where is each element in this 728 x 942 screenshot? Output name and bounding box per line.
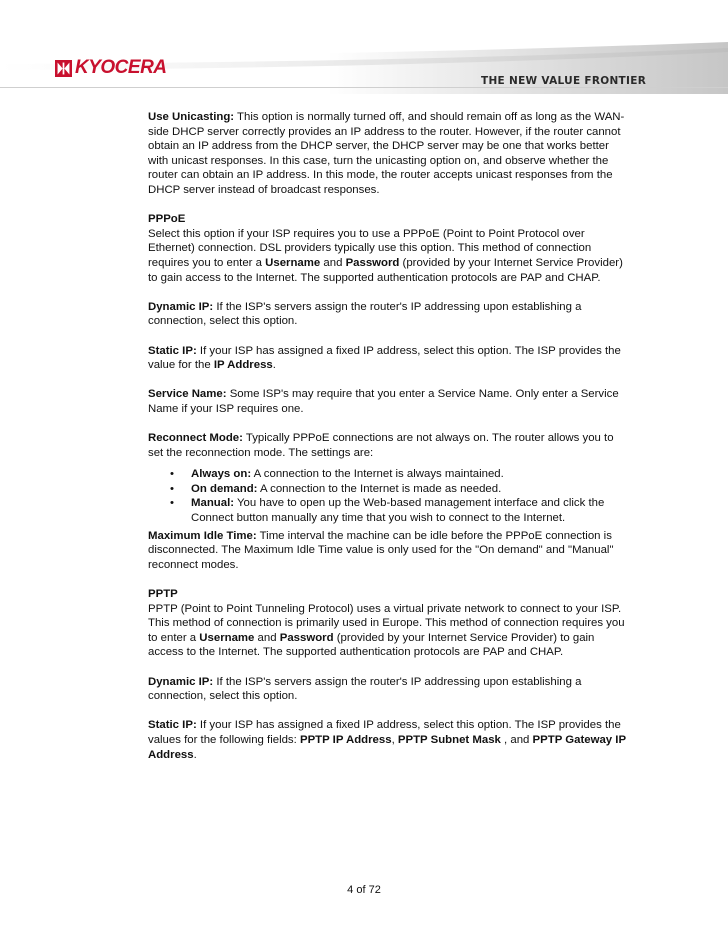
bold-term: PPTP IP Address [299, 733, 392, 746]
bold-term: Username [265, 256, 321, 269]
paragraph-text: (provided by your Internet Service Provider) to gain access to the Internet. The supported authentication protocols are PAP and CHAP. [148, 256, 623, 284]
logo-wordmark: KYOCERA [75, 57, 167, 78]
bold-term: Password [279, 631, 334, 644]
kyocera-logo [55, 55, 167, 81]
section-heading-pptp: PPTP [148, 588, 178, 600]
term-label: Static IP: [148, 344, 197, 357]
paragraph-use-unicasting [148, 110, 626, 198]
page-total: 72 [368, 884, 381, 896]
list-item [148, 496, 626, 525]
tagline: THE NEW VALUE FRONTIER [481, 75, 647, 87]
bold-term: Username [199, 631, 255, 644]
paragraph-text: If your ISP has assigned a fixed IP address, select this option. The ISP provides the values for the following fields: [148, 719, 621, 746]
paragraph-reconnect-mode [148, 431, 626, 460]
bold-term: Password [345, 256, 400, 269]
paragraph-text: . [193, 748, 197, 761]
paragraph-pppoe-intro [148, 227, 626, 285]
bold-term: PPTP Subnet Mask [397, 733, 501, 746]
list-item-text: A connection to the Internet is always maintained. [251, 468, 504, 481]
list-item-text: You have to open up the Web-based management interface and click the Connect button manually any time that you wish to connect to the Internet. [191, 497, 605, 525]
paragraph-text: . [272, 359, 276, 372]
paragraph-text: Some ISP's may require that you enter a Service Name. Only enter a Service Name if your ISP requires one. [148, 388, 619, 415]
paragraph-service-name [148, 387, 626, 416]
bold-term: PPTP Gateway IP Address [148, 733, 626, 761]
paragraph-dynamic-ip-pppoe [148, 300, 626, 329]
bold-term: IP Address [213, 359, 273, 372]
term-label: Maximum Idle Time: [148, 529, 257, 542]
term-label: Dynamic IP: [148, 675, 214, 688]
paragraph-text: , [391, 733, 398, 746]
paragraph-text: and [320, 256, 346, 269]
term-label: On demand: [191, 482, 258, 495]
term-label: Manual: [191, 497, 235, 510]
paragraph-text: Select this option if your ISP requires you to use a PPPoE (Point to Point Protocol over Ethernet) connection. DSL providers typically use this option. This method of connection requires you to enter a [148, 227, 592, 269]
page-header [0, 0, 728, 100]
paragraph-static-ip-pppoe [148, 344, 626, 373]
bullet-icon: • [170, 482, 174, 495]
paragraph-text: This option is normally turned off, and should remain off as long as the WAN-side DHCP server correctly provides an IP address to the router. However, if the router cannot obtain an IP address from the DHCP server, the DHCP server may be one that works better with unicast responses. In this case, turn the unicasting option on, and observe whether the router can obtain an IP address. In this mode, the router accepts unicast responses from the DHCP server instead of broadcast responses. [148, 111, 625, 196]
paragraph-text: If your ISP has assigned a fixed IP address, select this option. The ISP provides the value for the [148, 344, 621, 372]
document-body [148, 110, 626, 762]
paragraph-max-idle-time [148, 529, 626, 573]
paragraph-text: (provided by your Internet Service Provider) to gain access to the Internet. The supported authentication protocols are PAP and CHAP. [148, 631, 595, 659]
paragraph-text: Time interval the machine can be idle before the PPPoE connection is disconnected. The Maximum Idle Time value is only used for the "On demand" and "Manual" reconnect modes. [148, 529, 614, 571]
page-number: 4 [347, 884, 354, 896]
list-item [148, 482, 626, 497]
paragraph-dynamic-ip-pptp [148, 675, 626, 704]
bullet-icon: • [170, 468, 174, 481]
paragraph-text: If the ISP's servers assign the router's IP addressing upon establishing a connection, select this option. [148, 675, 582, 703]
paragraph-static-ip-pptp [148, 718, 626, 762]
paragraph-text: If the ISP's servers assign the router's IP addressing upon establishing a connection, select this option. [148, 300, 582, 328]
term-label: Static IP: [148, 719, 197, 732]
list-item [148, 467, 626, 482]
term-label: Use Unicasting: [148, 111, 235, 123]
term-label: Always on: [191, 468, 252, 481]
kyocera-logo-mark-icon [55, 60, 72, 77]
paragraph-text: Typically PPPoE connections are not always on. The router allows you to set the reconnection mode. The settings are: [148, 432, 614, 459]
paragraph-pptp-intro [148, 602, 626, 660]
paragraph-text: and [254, 631, 280, 644]
paragraph-text: PPTP (Point to Point Tunneling Protocol) uses a virtual private network to connect to your ISP. This method of connection is primarily used in Europe. This method of connection requires you to enter a [148, 602, 625, 644]
term-label: Reconnect Mode: [148, 432, 243, 445]
paragraph-text: , and [500, 733, 533, 746]
page-of-label: of [356, 884, 366, 896]
term-label: Dynamic IP: [148, 300, 214, 313]
section-heading-pppoe: PPPoE [148, 213, 186, 226]
page-footer [0, 884, 728, 896]
list-item-text: A connection to the Internet is made as needed. [257, 482, 502, 495]
reconnect-mode-list [148, 467, 626, 525]
term-label: Service Name: [148, 388, 227, 401]
bullet-icon: • [170, 497, 174, 510]
